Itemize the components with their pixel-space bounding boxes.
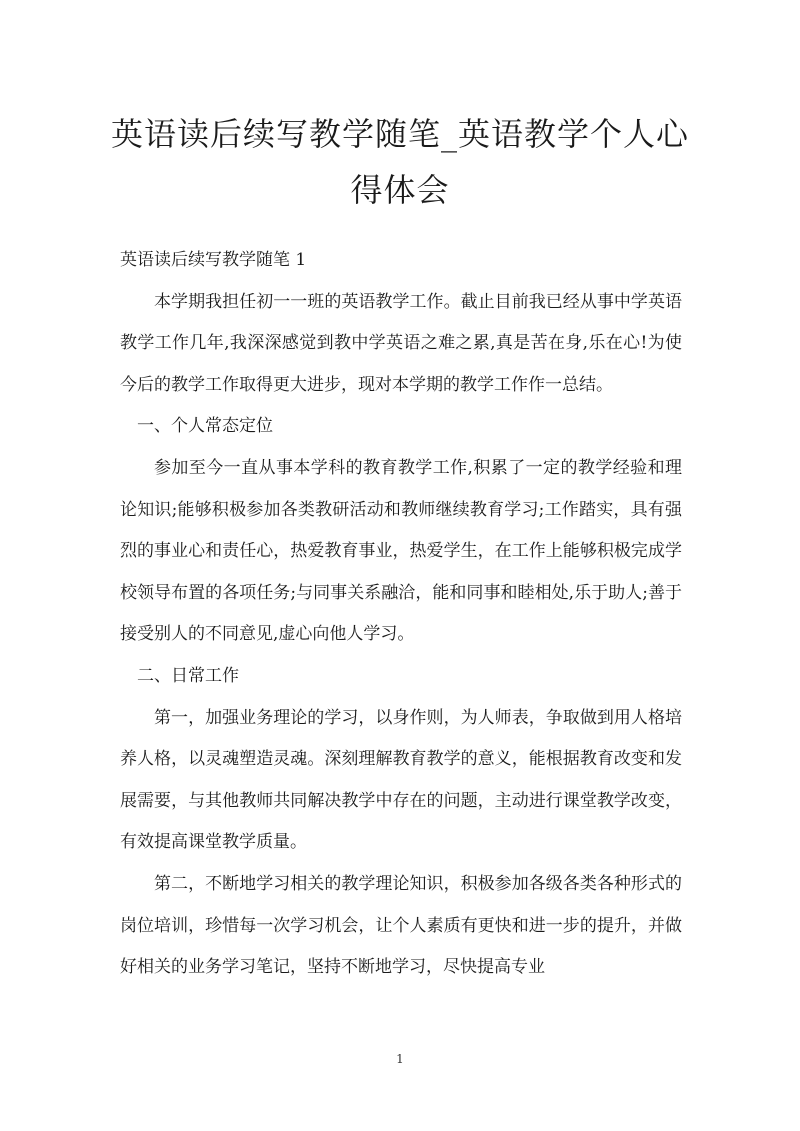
paragraph-personal-positioning: 参加至今一直从事本学科的教育教学工作,积累了一定的教学经验和理论知识;能够积极参加各类教研活动和教师继续教育学习;工作踏实，具有强烈的事业心和责任心，热爱教育事业，热爱学生，在工作上能够积极完成学校领导布置的各项任务;与同事关系融洽，能和同事和睦相处,乐于助人;善于接受别人的不同意见,虚心向他人学习。 [120,457,682,645]
document-body [120,240,682,989]
paragraph-intro: 本学期我担任初一一班的英语教学工作。截止目前我已经从事中学英语教学工作几年,我深深感觉到教中学英语之难之累,真是苦在身,乐在心!为使今后的教学工作取得更大进步，现对本学期的教学工作作一总结。 [120,291,682,395]
page-number: 1 [396,1052,404,1066]
heading-daily-work: 二、日常工作 [137,665,239,686]
paragraph-daily-work-first: 第一，加强业务理论的学习，以身作则，为人师表，争取做到用人格培养人格，以灵魂塑造灵魂。深刻理解教育教学的意义，能根据教育改变和发展需要，与其他教师共同解决教学中存在的问题，主动进行课堂教学改变，有效提高课堂教学质量。 [120,707,682,853]
section-subtitle: 英语读后续写教学随笔 1 [120,250,307,270]
paragraph-daily-work-second: 第二，不断地学习相关的教学理论知识，积极参加各级各类各种形式的岗位培训，珍惜每一次学习机会，让个人素质有更快和进一步的提升，并做好相关的业务学习笔记，坚持不断地学习，尽快提高专业 [120,873,682,978]
document-title: 英语读后续写教学随笔_英语教学个人心得体会 [110,115,689,209]
heading-personal-positioning: 一、个人常态定位 [137,416,273,437]
